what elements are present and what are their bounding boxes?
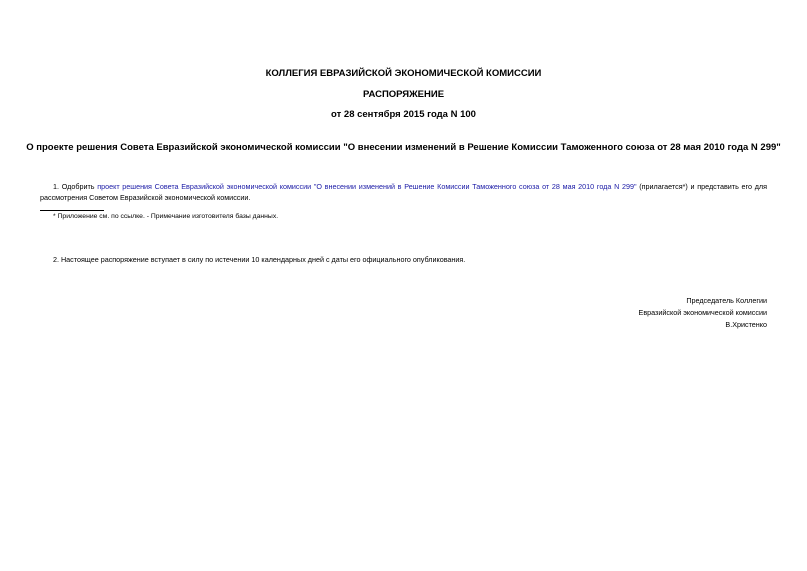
paragraph-1-suffix: (прилагается*) и представить его для рассмотрения Советом Евразийской экономической комиссии. xyxy=(40,182,767,202)
signature-block xyxy=(639,295,767,331)
signature-position: Председатель Коллегии xyxy=(686,296,767,305)
signature-organization: Евразийской экономической комиссии xyxy=(638,308,767,317)
paragraph-2: 2. Настоящее распоряжение вступает в силу по истечении 10 календарных дней с даты его официального опубликования. xyxy=(53,255,466,264)
signature-name: В.Христенко xyxy=(725,320,767,329)
paragraph-1-prefix: 1. Одобрить xyxy=(53,182,98,191)
organization-heading: КОЛЛЕГИЯ ЕВРАЗИЙСКОЙ ЭКОНОМИЧЕСКОЙ КОМИССИИ xyxy=(265,68,542,79)
footnote-divider xyxy=(40,210,104,211)
document-type-heading: РАСПОРЯЖЕНИЕ xyxy=(362,89,445,100)
document-date-number: от 28 сентября 2015 года N 100 xyxy=(331,109,476,120)
draft-decision-link[interactable]: проект решения Совета Евразийской экономической комиссии "О внесении изменений в Решение Комиссии Таможенного союза от 28 мая 2010 года N 299" xyxy=(97,182,637,191)
paragraph-1 xyxy=(40,181,767,203)
document-title: О проекте решения Совета Евразийской экономической комиссии "О внесении изменений в Решение Комиссии Таможенного союза от 28 мая 2010 года N 299" xyxy=(26,142,781,153)
footnote-text: * Приложение см. по ссылке. - Примечание изготовителя базы данных. xyxy=(53,213,279,220)
